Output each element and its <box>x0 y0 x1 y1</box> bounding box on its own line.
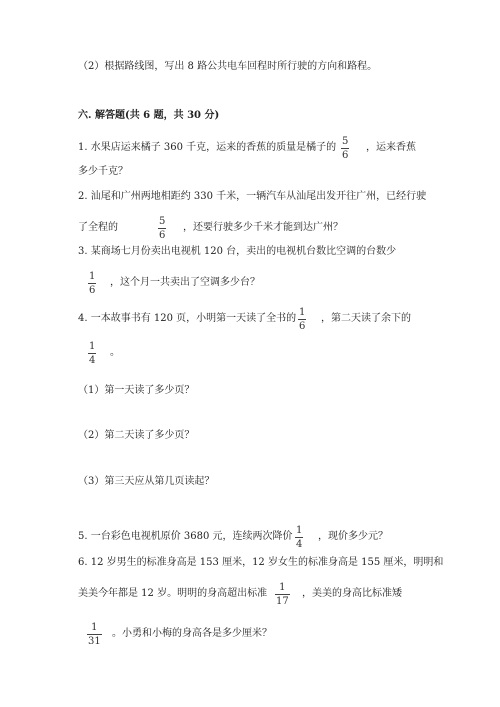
q2-fraction <box>158 216 166 241</box>
fraction-bar <box>88 353 96 354</box>
q6-frac2-den: 31 <box>88 636 101 647</box>
q6-fraction-2 <box>87 622 102 647</box>
q4-sub3: （3）第三天应从第几页读起？ <box>78 476 215 487</box>
q4-fraction-2 <box>88 341 96 366</box>
q1-text-a: 1. 水果店运来橘子 360 千克，运来的香蕉的质量是橘子的 <box>78 142 337 153</box>
q2-frac-num: 5 <box>159 216 166 227</box>
q6-fraction-1 <box>275 582 290 607</box>
q6-text-a: 6. 12 岁男生的标准身高是 153 厘米，12 岁女生的标准身高是 155 厘米，明明和 <box>78 557 444 568</box>
q6-text-d: 。小勇和小梅的身高各是多少厘米？ <box>112 628 272 639</box>
q4-sub2: （2）第二天读了多少页？ <box>78 430 195 441</box>
q6-text-b: 美美今年都是 12 岁。明明的身高超出标准 <box>78 588 268 599</box>
prev-question-text: （2）根据路线图，写出 8 路公共电车回程时所行驶的方向和路程。 <box>78 61 378 72</box>
section-title: 六. 解答题(共 6 题，共 30 分) <box>78 110 220 121</box>
q6-frac2-num: 1 <box>91 622 98 633</box>
q4-text-a: 4. 一本故事书有 120 页，小明第一天读了全书的 <box>78 313 297 324</box>
q2-text-c: ，还要行驶多少千米才能到达广州？ <box>183 222 343 233</box>
q3-text-a: 3. 某商场七月份卖出电视机 120 台，卖出的电视机台数比空调的台数少 <box>78 246 397 257</box>
q4-frac1-num: 1 <box>299 307 306 318</box>
q4-sub1: （1）第一天读了多少页？ <box>78 385 195 396</box>
q2-text-a: 2. 汕尾和广州两地相距约 330 千米，一辆汽车从汕尾出发开往广州，已经行驶 <box>78 191 427 202</box>
q4-frac1-den: 6 <box>299 321 306 332</box>
fraction-bar <box>275 594 290 595</box>
q3-frac-den: 6 <box>89 285 96 296</box>
q1-frac-num: 5 <box>342 136 349 147</box>
q4-fraction-1 <box>298 307 306 332</box>
q1-frac-den: 6 <box>342 150 349 161</box>
q4-frac2-den: 4 <box>89 355 96 366</box>
fraction-bar <box>341 148 349 149</box>
fraction-bar <box>298 319 306 320</box>
fraction-bar <box>295 537 303 538</box>
q5-frac-den: 4 <box>296 539 303 550</box>
q1-text-b: ，运来香蕉 <box>366 142 416 153</box>
q4-frac2-num: 1 <box>89 341 96 352</box>
q4-text-c: 。 <box>110 347 120 358</box>
q3-frac-num: 1 <box>89 271 96 282</box>
fraction-bar <box>158 228 166 229</box>
q2-frac-den: 6 <box>159 230 166 241</box>
q4-text-b: ，第二天读了余下的 <box>321 313 411 324</box>
q6-text-c: ，美美的身高比标准矮 <box>302 588 402 599</box>
q5-fraction <box>295 525 303 550</box>
q5-text-a: 5. 一台彩色电视机原价 3680 元，连续两次降价 <box>78 531 293 542</box>
q1-fraction <box>341 136 349 161</box>
q3-fraction <box>88 271 96 296</box>
q5-text-b: ，现价多少元？ <box>318 531 388 542</box>
q2-text-b: 了全程的 <box>78 222 118 233</box>
q1-text-c: 多少千克？ <box>78 166 128 177</box>
q6-frac1-num: 1 <box>279 582 286 593</box>
fraction-bar <box>88 283 96 284</box>
fraction-bar <box>87 634 102 635</box>
q6-frac1-den: 17 <box>276 596 289 607</box>
q3-text-b: ，这个月一共卖出了空调多少台？ <box>110 277 260 288</box>
q5-frac-num: 1 <box>296 525 303 536</box>
